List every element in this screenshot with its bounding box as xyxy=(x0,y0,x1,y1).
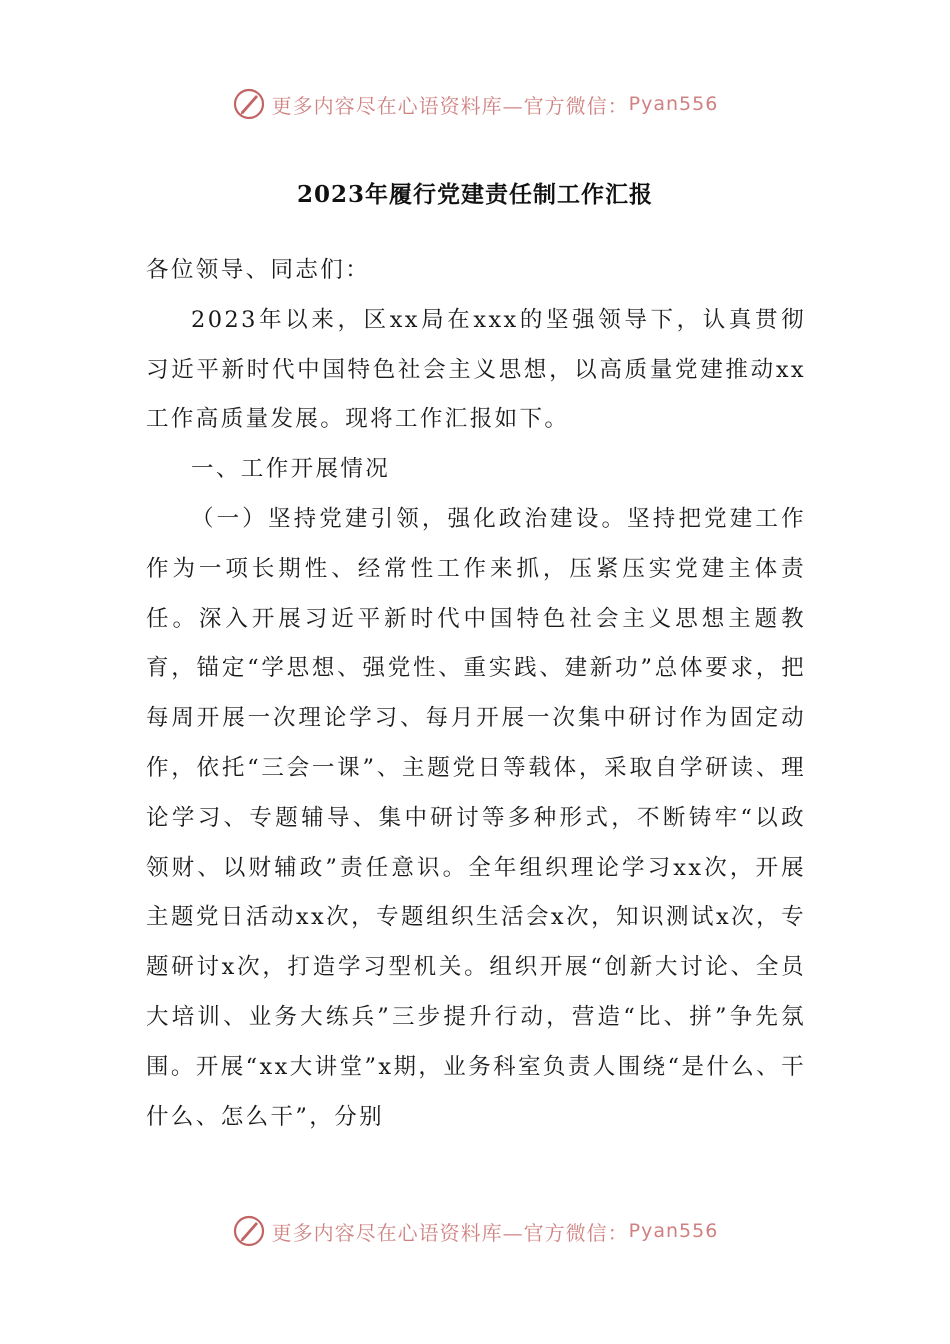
watermark-text: 更多内容尽在心语资料库—官方微信： xyxy=(271,1220,629,1245)
document-title: 2023年履行党建责任制工作汇报 xyxy=(296,181,653,208)
quill-logo-icon xyxy=(232,87,266,121)
watermark-account: Pyan556 xyxy=(628,1220,719,1242)
watermark-header xyxy=(0,84,950,124)
watermark-text: 更多内容尽在心语资料库—官方微信： xyxy=(271,93,629,118)
watermark-account: Pyan556 xyxy=(628,93,719,115)
body-paragraph: （一）坚持党建引领，强化政治建设。坚持把党建工作作为一项长期性、经常性工作来抓，压紧压实党建主体责任。深入开展习近平新时代中国特色社会主义思想主题教育，锚定“学思想、强党性、重实践、建新功”总体要求，把每周开展一次理论学习、每月开展一次集中研讨作为固定动作，依托“三会一课”、主题党日等载体，采取自学研读、理论学习、专题辅导、集中研讨等多种形式，不断铸牢“以政领财、以财辅政”责任意识。全年组织理论学习xx次，开展主题党日活动xx次，专题组织生活会x次，知识测试x次，专题研讨x次，打造学习型机关。组织开展“创新大讨论、全员大培训、业务大练兵”三步提升行动，营造“比、拼”争先氛围。开展“xx大讲堂”x期，业务科室负责人围绕“是什么、干什么、怎么干”，分别 xyxy=(146,505,806,1130)
document-body xyxy=(146,246,806,1142)
salutation: 各位领导、同志们： xyxy=(146,257,371,283)
watermark-footer xyxy=(0,1211,950,1251)
section-heading: 一、工作开展情况 xyxy=(191,456,391,483)
intro-paragraph: 2023年以来，区xx局在xxx的坚强领导下，认真贯彻习近平新时代中国特色社会主义思想，以高质量党建推动xx工作高质量发展。现将工作汇报如下。 xyxy=(146,306,806,433)
quill-logo-icon xyxy=(232,1214,266,1248)
